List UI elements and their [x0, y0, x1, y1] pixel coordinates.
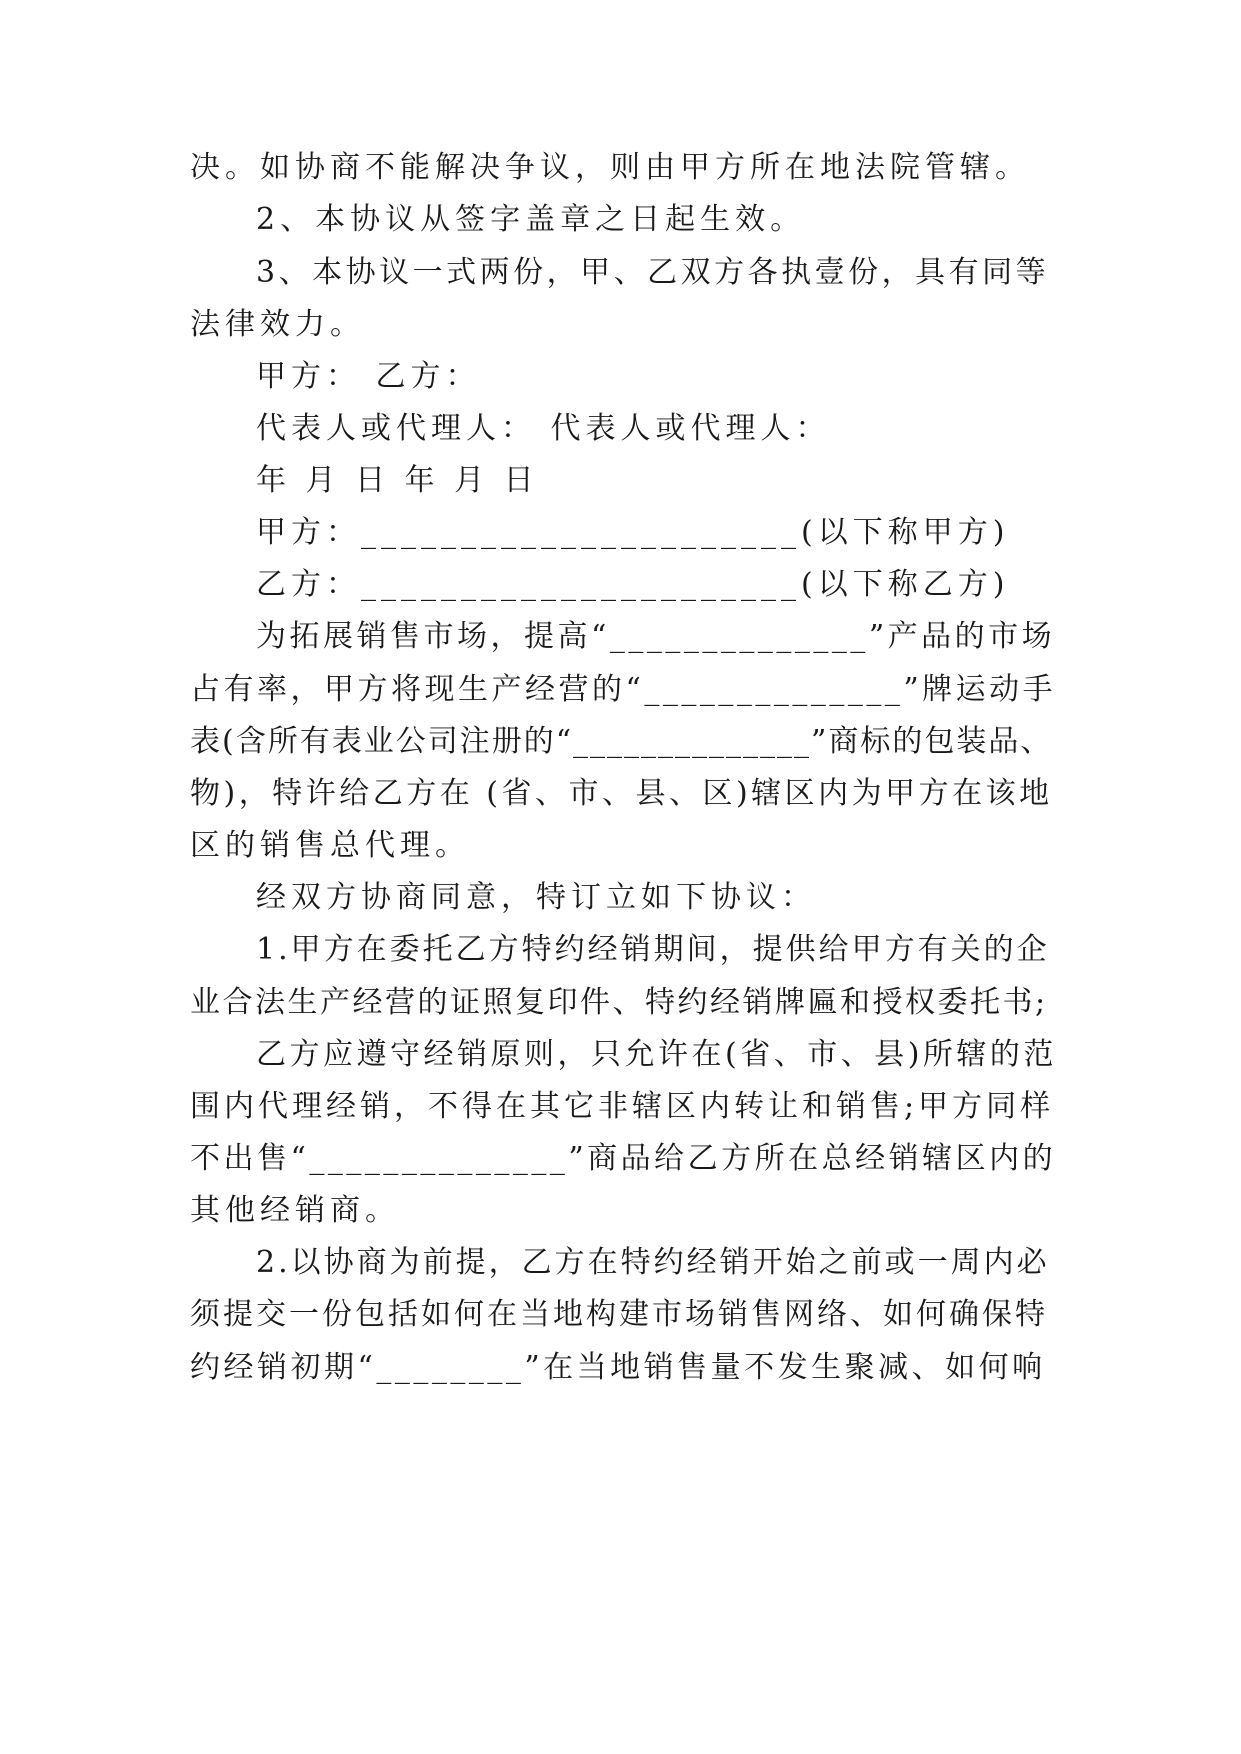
text-line: 3、本协议一式两份，甲、乙双方各执壹份，具有同等 [256, 255, 1050, 290]
text-line: 决。如协商不能解决争议，则由甲方所在地法院管辖。 [190, 150, 1030, 185]
text-line: 围内代理经销，不得在其它非辖区内转让和销售;甲方同样 [190, 1089, 1055, 1124]
text-line: 2.以协商为前提，乙方在特约经销开始之前或一周内必 [256, 1245, 1050, 1280]
text-line: 业合法生产经营的证照复印件、特约经销牌匾和授权委托书; [190, 985, 1048, 1020]
text-line: 占有率，甲方将现生产经营的“______________”牌运动手 [190, 672, 1057, 707]
text-line: 法律效力。 [190, 307, 365, 342]
text-line: 不出售“______________”商品给乙方所在总经销辖区内的 [190, 1141, 1057, 1176]
text-line: 须提交一份包括如何在当地构建市场销售网络、如何确保特 [190, 1297, 1048, 1332]
text-line: 甲方：______________________(以下称甲方) [256, 515, 1010, 550]
text-line: 区的销售总代理。 [190, 828, 470, 863]
text-line: 代表人或代理人： 代表人或代理人： [256, 411, 831, 446]
text-line: 其他经销商。 [190, 1193, 400, 1228]
text-line: 乙方应遵守经销原则，只允许在(省、市、县)所辖的范 [256, 1037, 1057, 1072]
text-line: 2、本协议从签字盖章之日起生效。 [256, 202, 806, 237]
text-line: 甲方： 乙方： [256, 359, 481, 394]
text-line: 约经销初期“________”在当地销售量不发生聚减、如何响 [190, 1350, 1046, 1385]
text-line: 为拓展销售市场，提高“______________”产品的市场 [256, 619, 1056, 654]
text-line: 乙方：______________________(以下称乙方) [256, 567, 1010, 602]
text-line: 年 月 日 年 月 日 [256, 463, 539, 498]
text-line: 经双方协商同意，特订立如下协议： [256, 880, 816, 915]
text-line: 物)，特许给乙方在 (省、市、县、区)辖区内为甲方在该地 [190, 776, 1053, 811]
text-line: 表(含所有表业公司注册的“______________”商标的包装品、 [190, 724, 1053, 759]
text-line: 1.甲方在委托乙方特约经销期间，提供给甲方有关的企 [256, 932, 1050, 967]
